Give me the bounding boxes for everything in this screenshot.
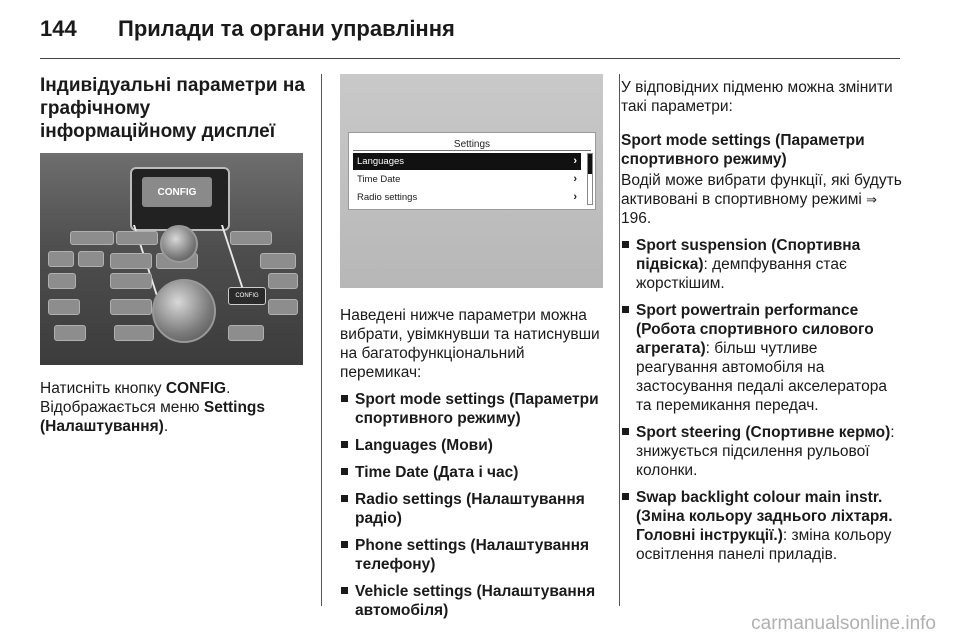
- square-bullet-icon: [622, 241, 629, 248]
- subheading: Sport mode settings (Параметри спортивного режиму): [621, 132, 865, 168]
- screen-scrollbar: [587, 153, 593, 205]
- console-button: [268, 299, 298, 315]
- arrow-reference-icon: ⇒: [866, 192, 878, 207]
- list-item: Sport powertrain performance (Робота спортивного силового агрегата): більш чутливе реагування автомобіля на застосування педалі акселератора та перемикання передач.: [621, 301, 903, 415]
- square-bullet-icon: [341, 495, 348, 502]
- list-item: Sport mode settings (Параметри спортивного режиму): [340, 390, 610, 428]
- square-bullet-icon: [341, 468, 348, 475]
- page-header: [40, 16, 900, 46]
- square-bullet-icon: [341, 541, 348, 548]
- console-button: [110, 253, 152, 269]
- console-button: [110, 273, 152, 289]
- square-bullet-icon: [622, 493, 629, 500]
- list-item: Radio settings (Налаштування радіо): [340, 490, 610, 528]
- list-item: Swap backlight colour main instr. (Зміна кольору заднього ліхтаря. Головні інструкції.): зміна кольору освітлення панелі приладів.: [621, 488, 903, 564]
- screen-title: Settings: [453, 139, 491, 150]
- page-reference[interactable]: 196.: [621, 210, 652, 227]
- square-bullet-icon: [341, 441, 348, 448]
- list-item: Phone settings (Налаштування телефону): [340, 536, 610, 574]
- column-divider-1: [321, 74, 322, 606]
- chevron-right-icon: ›: [573, 191, 577, 203]
- page-title: Прилади та органи управління: [118, 16, 455, 41]
- console-button: [48, 299, 80, 315]
- option-list: [621, 236, 903, 564]
- intro-text: Наведені нижче параметри можна вибрати, увімкнувши та натиснувши на багатофункціональний перемикач:: [340, 307, 600, 381]
- settings-term: Settings (Налаштування): [40, 399, 266, 435]
- console-photo: [40, 153, 303, 365]
- console-button: [78, 251, 104, 267]
- description-text: Водій може вибрати функції, які будуть активовані в спортивному режимі ⇒ 196.: [621, 172, 902, 227]
- console-button: [70, 231, 114, 245]
- square-bullet-icon: [341, 587, 348, 594]
- console-button: [110, 299, 152, 315]
- column-divider-2: [619, 74, 620, 606]
- settings-screen: [348, 132, 596, 210]
- chevron-right-icon: ›: [573, 173, 577, 185]
- square-bullet-icon: [622, 428, 629, 435]
- list-item: Sport steering (Спортивне кермо): знижується підсилення рульової колонки.: [621, 423, 903, 480]
- watermark: carmanualsonline.info: [751, 613, 936, 634]
- page-number: 144: [40, 16, 77, 41]
- list-item: Time Date (Дата і час): [340, 463, 610, 482]
- config-button: CONFIG: [228, 287, 266, 305]
- menu-item-time-date[interactable]: Time Date ›: [357, 173, 577, 185]
- column-3: [621, 74, 903, 572]
- console-button: [260, 253, 296, 269]
- console-button: [114, 325, 154, 341]
- console-button: [228, 325, 264, 341]
- console-button: [48, 251, 74, 267]
- settings-list: [340, 390, 610, 620]
- section-heading: Індивідуальні параметри на графічному інформаційному дисплеї: [40, 75, 305, 142]
- console-button: [54, 325, 86, 341]
- column-2: [340, 74, 610, 628]
- menu-item-languages[interactable]: Languages ›: [353, 153, 581, 170]
- config-display-label: CONFIG: [142, 177, 212, 207]
- screen-title-rule: [353, 150, 591, 151]
- square-bullet-icon: [341, 395, 348, 402]
- square-bullet-icon: [622, 306, 629, 313]
- column-1: [40, 74, 305, 436]
- console-button: [230, 231, 272, 245]
- chevron-right-icon: ›: [573, 155, 577, 167]
- intro-text: У відповідних підменю можна змінити такі параметри:: [621, 79, 893, 115]
- display-photo: [340, 74, 603, 288]
- config-term: CONFIG: [165, 380, 227, 397]
- list-item: Sport suspension (Спортивна підвіска): демпфування стає жорсткішим.: [621, 236, 903, 293]
- scroll-thumb: [588, 154, 592, 174]
- multifunction-knob: [152, 279, 216, 343]
- console-button: [48, 273, 76, 289]
- list-item: Vehicle settings (Налаштування автомобіля): [340, 582, 610, 620]
- menu-item-radio-settings[interactable]: Radio settings ›: [357, 191, 577, 203]
- header-divider: [40, 58, 900, 59]
- volume-knob: [160, 225, 198, 263]
- instruction-text: Натисніть кнопку CONFIG. Відображається меню Settings (Налаштування).: [40, 380, 266, 435]
- console-button: [268, 273, 298, 289]
- list-item: Languages (Мови): [340, 436, 610, 455]
- console-button: [116, 231, 158, 245]
